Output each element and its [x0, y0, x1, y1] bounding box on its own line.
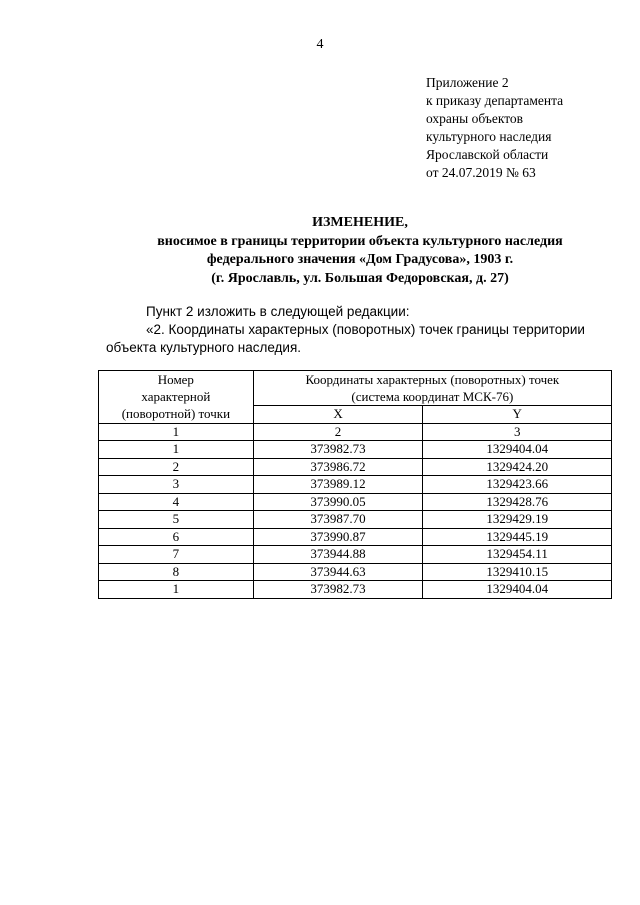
cell-point-number: 2: [99, 458, 254, 476]
cell-point-number: 7: [99, 546, 254, 564]
cell-x: 373944.88: [253, 546, 423, 564]
paragraph-item-2: «2. Координаты характерных (поворотных) точек границы территории: [146, 322, 585, 337]
table-row: [99, 511, 612, 529]
appendix-line: Ярославской области: [426, 147, 549, 162]
coordinates-table: [98, 370, 612, 599]
cell-y: 1329428.76: [423, 493, 612, 511]
table-row: [99, 458, 612, 476]
cell-point-number: 1: [99, 581, 254, 599]
cell-point-number: 4: [99, 493, 254, 511]
cell-x: 373990.87: [253, 528, 423, 546]
table-header-row: [99, 371, 612, 406]
header-y: Y: [423, 406, 612, 424]
header-point-number: Номер характерной (поворотной) точки: [99, 371, 254, 424]
table-row: [99, 563, 612, 581]
table-body: [99, 441, 612, 599]
table-row: [99, 581, 612, 599]
cell-y: 1329404.04: [423, 441, 612, 459]
table-row: [99, 476, 612, 494]
title-line: (г. Ярославль, ул. Большая Федоровская, д. 27): [211, 270, 509, 286]
header-x: X: [253, 406, 423, 424]
paragraph-item-2-cont: объекта культурного наследия.: [106, 340, 302, 355]
appendix-line: культурного наследия: [426, 129, 552, 144]
appendix-block: [426, 74, 563, 182]
cell-x: 373990.05: [253, 493, 423, 511]
cell-point-number: 5: [99, 511, 254, 529]
cell-y: 1329445.19: [423, 528, 612, 546]
title-line: вносимое в границы территории объекта культурного наследия: [157, 233, 563, 249]
paragraph-instruction: Пункт 2 изложить в следующей редакции:: [146, 304, 410, 319]
table-row: [99, 493, 612, 511]
cell-x: 373982.73: [253, 581, 423, 599]
document-title: [60, 214, 640, 288]
table-row: [99, 546, 612, 564]
cell-point-number: 6: [99, 528, 254, 546]
table-row: [99, 528, 612, 546]
cell-y: 1329410.15: [423, 563, 612, 581]
cell-y: 1329429.19: [423, 511, 612, 529]
cell-y: 1329424.20: [423, 458, 612, 476]
cell-x: 373944.63: [253, 563, 423, 581]
appendix-line: охраны объектов: [426, 111, 524, 126]
cell-y: 1329423.66: [423, 476, 612, 494]
table-numbering-row: 1 2 3: [99, 423, 612, 441]
appendix-line: от 24.07.2019 № 63: [426, 165, 536, 180]
cell-x: 373989.12: [253, 476, 423, 494]
page-number: 4: [316, 37, 324, 52]
cell-point-number: 3: [99, 476, 254, 494]
appendix-line: Приложение 2: [426, 75, 509, 90]
cell-x: 373982.73: [253, 441, 423, 459]
cell-point-number: 1: [99, 441, 254, 459]
cell-x: 373986.72: [253, 458, 423, 476]
title-line: ИЗМЕНЕНИЕ,: [312, 215, 408, 230]
table-row: [99, 441, 612, 459]
appendix-line: к приказу департамента: [426, 93, 564, 108]
cell-y: 1329404.04: [423, 581, 612, 599]
cell-x: 373987.70: [253, 511, 423, 529]
title-line: федерального значения «Дом Градусова», 1903 г.: [206, 252, 514, 267]
cell-point-number: 8: [99, 563, 254, 581]
header-coordinates: Координаты характерных (поворотных) точек (система координат МСК-76): [253, 371, 611, 406]
cell-y: 1329454.11: [423, 546, 612, 564]
